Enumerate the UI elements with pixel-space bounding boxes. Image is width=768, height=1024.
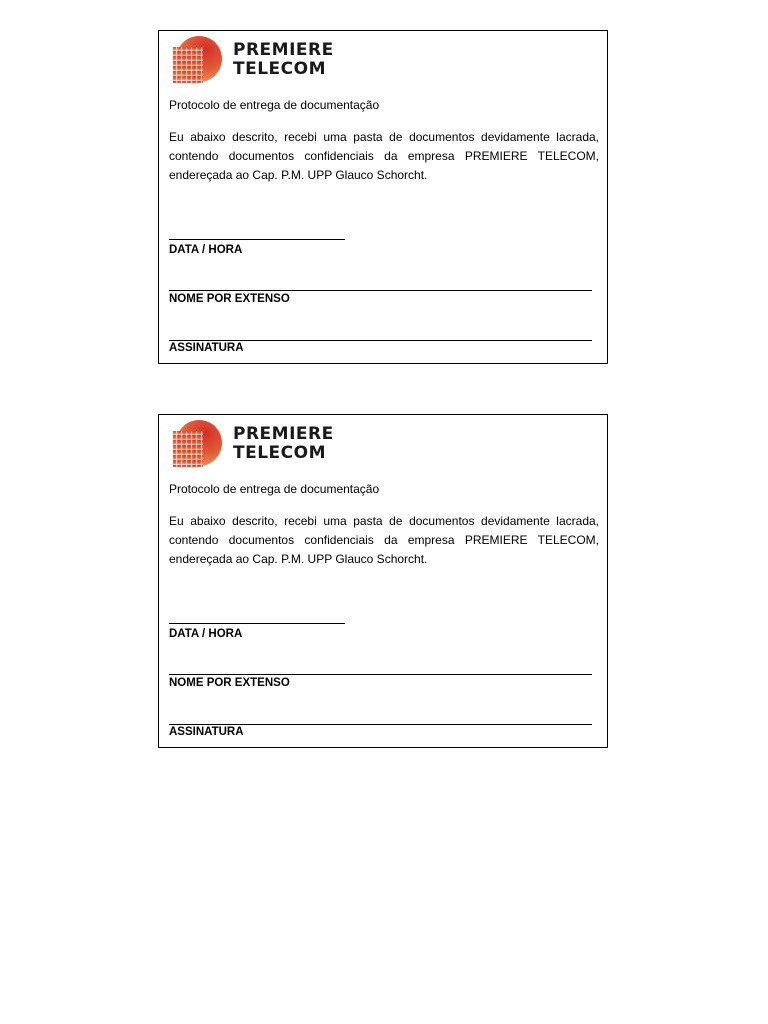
- card-title: Protocolo de entrega de documentação: [169, 98, 380, 112]
- date-label: DATA / HORA: [169, 244, 243, 256]
- receipt-card: [158, 414, 608, 748]
- brand-line-1: PREMIERE: [233, 40, 334, 60]
- brand-line-1: PREMIERE: [233, 424, 334, 444]
- card-body: Eu abaixo descrito, recebi uma pasta de documentos devidamente lacrada, contendo documentos confidenciais da empresa PREMIERE TELECOM, endereçada ao Cap. P.M. UPP Glauco Schorcht.: [169, 514, 599, 566]
- date-label: DATA / HORA: [169, 628, 243, 640]
- premiere-telecom-logo: [171, 35, 351, 85]
- brand-line-2: TELECOM: [233, 443, 326, 463]
- date-signature-line: [169, 239, 345, 240]
- receipt-card: [158, 30, 608, 364]
- name-label: NOME POR EXTENSO: [169, 677, 290, 689]
- name-label: NOME POR EXTENSO: [169, 293, 290, 305]
- date-signature-line: [169, 623, 345, 624]
- card-body: Eu abaixo descrito, recebi uma pasta de documentos devidamente lacrada, contendo documentos confidenciais da empresa PREMIERE TELECOM, endereçada ao Cap. P.M. UPP Glauco Schorcht.: [169, 130, 599, 182]
- signature-line: [169, 724, 592, 725]
- card-title: Protocolo de entrega de documentação: [169, 482, 380, 496]
- signature-line: [169, 340, 592, 341]
- name-signature-line: [169, 290, 592, 291]
- signature-label: ASSINATURA: [169, 726, 244, 738]
- premiere-telecom-logo: [171, 419, 351, 469]
- brand-line-2: TELECOM: [233, 59, 326, 79]
- brand-name: [233, 41, 334, 79]
- brand-name: [233, 425, 334, 463]
- signature-label: ASSINATURA: [169, 342, 244, 354]
- logo-icon: [171, 35, 223, 85]
- name-signature-line: [169, 674, 592, 675]
- logo-icon: [171, 419, 223, 469]
